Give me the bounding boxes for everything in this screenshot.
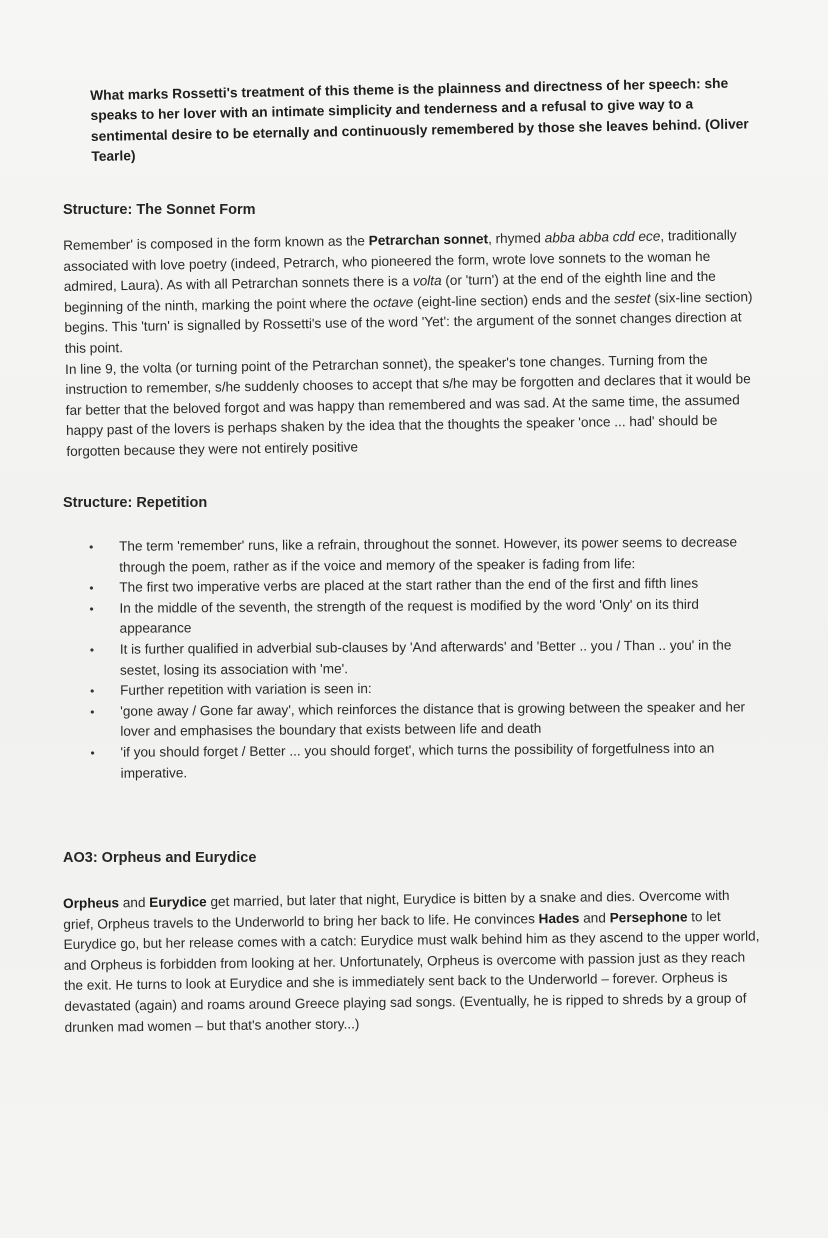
myth-text-part: get married, but later that night, Eurydice is bitten by a snake and dies. Overcome with grief, Orpheus travels to the Underworld to bring her back to life. He convinces [63,887,730,932]
heading-sonnet-form: Structure: The Sonnet Form [63,202,256,218]
list-item: • In the middle of the seventh, the strength of the request is modified by the word 'Only' on its third appearance [88,594,748,640]
sonnet-text-part: Remember' is composed in the form known as the [63,233,369,253]
heading-orpheus-eurydice: AO3: Orpheus and Eurydice [63,850,257,866]
term-volta: volta [412,273,442,289]
rhyme-scheme: abba abba cdd ece [544,228,661,246]
sonnet-text-part: , traditionally associated with love poetry (indeed, Petrarch, who pioneered the form, wrote love sonnets to the woman he admired, Laura). As with all Petrarchan sonnets there is a [63,227,737,295]
list-item: • Further repetition with variation is seen in: [89,677,749,702]
name-hades: Hades [538,910,580,926]
sonnet-form-text [63,225,766,462]
list-item: • The first two imperative verbs are placed at the start rather than the end of the first and fifth lines [88,574,748,599]
myth-text-part: to let Eurydice go, but her release comes with a catch: Eurydice must walk behind him as they ascend to the upper world, and Orpheus is forbidden from looking at her. Unfortunately, Orpheus is overcome with passion just as they reach the exit. He turns to look at Eurydice and she is immediately sent back to the Underworld – forever. Orpheus is devastated (again) and roams around Greece playing sad songs. (Eventually, he is ripped to shreds by a group of drunken mad women – but that's another story...) [63,908,760,1035]
orpheus-eurydice-text [63,885,765,1038]
list-item: • 'if you should forget / Better ... you should forget', which turns the possibility of forgetfulness into an imperative. [89,738,749,784]
myth-text-part: and [579,909,610,926]
term-octave: octave [373,294,414,310]
sonnet-text-part: (eight-line section) ends and the [413,291,615,310]
name-orpheus: Orpheus [63,895,120,911]
term-sestet: sestet [614,290,651,307]
term-petrarchan-sonnet: Petrarchan sonnet [368,231,489,249]
name-persephone: Persephone [609,908,688,925]
list-item: • It is further qualified in adverbial sub-clauses by 'And afterwards' and 'Better .. you / Than .. you' in the sestet, losing its association with 'me'. [89,635,749,681]
intro-quote: What marks Rossetti's treatment of this theme is the plainness and directness of her speech: she speaks to her lover with an intimate simplicity and tenderness and a refusal to give way to a sentimental desire to be eternally and continuously remembered by those she leaves behind. (Oliver Tearle) [90,75,749,165]
myth-text-part: and [118,894,150,911]
heading-repetition: Structure: Repetition [63,495,208,511]
sonnet-text-part: (or 'turn') at the end of the eighth line and the beginning of the ninth, marking the point where the [64,268,716,315]
list-item: • 'gone away / Gone far away', which reinforces the distance that is growing between the speaker and her lover and emphasises the boundary that exists between life and death [89,697,749,743]
volta-paragraph: In line 9, the volta (or turning point of the Petrarchan sonnet), the speaker's tone changes. Turning from the instruction to remember, s/he suddenly chooses to accept that s/he may be forgotten and declares that it would be far better that the beloved forgot and was happy than remembered and was sad. At the same time, the assumed happy past of the lovers is perhaps shaken by the idea that the thoughts the speaker 'once ... had' should be forgotten because they were not entirely positive [64,351,751,459]
sonnet-text-part: (six-line section) begins. This 'turn' is signalled by Rossetti's use of the word 'Yet': the argument of the sonnet changes direction at this point. [64,288,753,356]
list-item: • The term 'remember' runs, like a refrain, throughout the sonnet. However, its power seems to decrease through the poem, rather as if the voice and memory of the speaker is fading from life: [88,532,748,578]
name-eurydice: Eurydice [149,894,207,910]
sonnet-text-part: , rhymed [487,230,545,247]
repetition-bullet-list [88,532,750,784]
